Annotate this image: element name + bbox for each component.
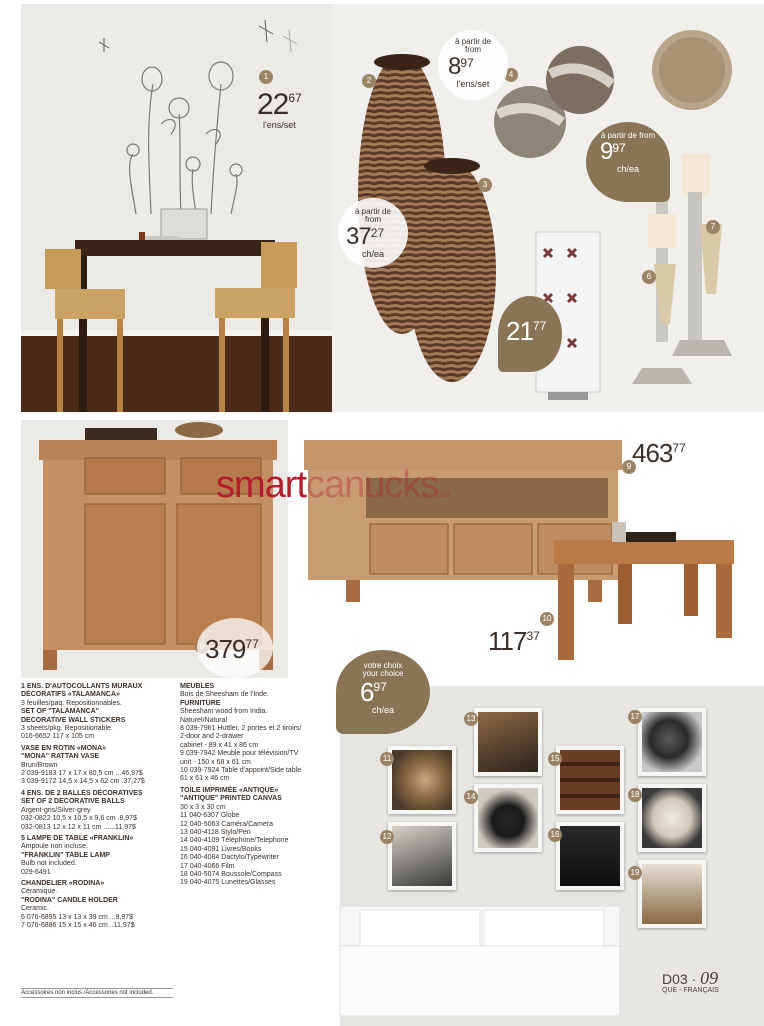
item-number-badge: 13	[464, 712, 478, 726]
price-cents: 27	[370, 225, 385, 240]
item-number-badge: 16	[548, 828, 562, 842]
item-number-badge: 7	[706, 220, 720, 234]
item-number-badge: 9	[622, 460, 636, 474]
decor-accessories-photo	[332, 4, 764, 412]
region-label: QUE - FRANÇAIS	[662, 987, 719, 994]
product-heading: FURNITURE	[180, 699, 221, 707]
product-detail-line: 2 039-9183 17 x 17 x 80,5 cm ...46,97$	[21, 770, 143, 778]
footnote: Accessoires non inclus./Accessories not included.	[21, 988, 173, 998]
price-tag-7	[600, 132, 656, 174]
item-number-badge: 19	[628, 866, 642, 880]
product-detail-line: Céramique.	[21, 888, 58, 896]
product-detail-line: 2-door and 2-drawer	[180, 733, 244, 741]
product-detail-line: 3 039-9172 14,5 x 14,5 x 62 cm .37,27$	[21, 778, 145, 786]
product-detail-line: 8 039-7961 Huttler, 2 portes et 2 tiroirs/	[180, 725, 302, 733]
canvas-image	[392, 826, 452, 886]
price-tag-8	[205, 636, 259, 662]
product-heading: SET OF 2 DECORATIVE BALLS	[21, 798, 125, 806]
item-number-badge: 11	[380, 752, 394, 766]
item-number-badge: 4	[504, 68, 518, 82]
product-detail-line: 13 040-4118 Stylo/Pen	[180, 828, 251, 836]
product-detail-line: 61 x 61 x 46 cm	[180, 775, 230, 783]
canvas-telephone	[474, 784, 542, 852]
product-detail-line: 30 x 3 x 30 cm	[180, 803, 226, 811]
product-detail-line: Brun/Brown	[21, 761, 58, 769]
price-main: 8	[448, 52, 461, 80]
canvas-image	[560, 826, 620, 886]
product-detail-line: 16 040-4084 Dactylo/Typewriter	[180, 854, 279, 862]
product-heading: 4 ENS. DE 2 BALLES DÉCORATIVES	[21, 789, 143, 797]
product-detail-line: 18 040-5074 Boussole/Compass	[180, 870, 282, 878]
price-drop-11	[336, 650, 430, 734]
price-unit: l'ens/set	[262, 120, 296, 130]
product-heading: DÉCORATIFS «TALAMANCA»	[21, 691, 120, 699]
product-heading: "RODINA" CANDLE HOLDER	[21, 896, 118, 904]
product-detail-line: 7 076-6886 15 x 15 x 46 cm ..11,97$	[21, 921, 135, 929]
price-cents: 97	[460, 55, 474, 70]
price-tag-5	[506, 318, 546, 344]
wall-sticker-photo	[21, 4, 332, 412]
item-number-badge: 6	[642, 270, 656, 284]
product-detail-line: 3 sheets/pkg. Repositionable.	[21, 725, 113, 733]
price-lead: à partir de from	[600, 131, 656, 140]
product-heading: MEUBLES	[180, 683, 215, 690]
price-drop-7	[586, 122, 670, 202]
price-cents: 77	[532, 319, 547, 333]
product-heading: "FRANKLIN" TABLE LAMP	[21, 851, 110, 859]
canvas-image	[642, 864, 702, 924]
price-cents: 77	[245, 637, 259, 651]
price-main: 21	[506, 316, 533, 346]
product-detail-line: 029-6491	[21, 868, 51, 876]
product-detail-line: 032-0813 12 x 12 x 11 cm ......11,97$	[21, 823, 136, 831]
item-number-badge: 12	[380, 830, 394, 844]
product-detail-line: Bois de Sheesham de l'Inde.	[180, 691, 269, 699]
product-detail-line: 6 076-6895 13 x 13 x 39 cm ...9,97$	[21, 913, 134, 921]
canvas-image	[478, 788, 538, 848]
product-detail-line: unit - 150 x 68 x 61 cm	[180, 758, 251, 766]
canvas-compass	[638, 784, 706, 852]
product-detail-line: cabinet - 89 x 41 x 86 cm	[180, 741, 259, 749]
price-tag-9	[632, 440, 686, 466]
price-cents: 67	[288, 91, 302, 105]
product-detail-line: Naturel/Natural	[180, 716, 228, 724]
canvas-image	[478, 712, 538, 772]
product-detail-line: 9 039-7942 Meuble pour télévision/TV	[180, 750, 299, 758]
product-heading: SET OF "TALAMANCA"	[21, 708, 100, 716]
price-unit: ch/ea	[361, 248, 385, 259]
product-detail-line: Ampoule non incluse.	[21, 843, 88, 851]
price-tag-10	[488, 628, 540, 654]
cabinet-photo	[21, 420, 288, 678]
canvas-camera	[388, 822, 456, 890]
product-heading: TOILE IMPRIMÉE «ANTIQUE»	[180, 786, 279, 794]
price-main: 6	[360, 676, 374, 707]
product-detail-line: 016-6652 117 x 105 cm	[21, 733, 95, 741]
item-number-badge: 2	[362, 74, 376, 88]
price-unit: ch/ea	[616, 164, 640, 175]
price-lead: your choice	[362, 669, 404, 679]
canvas-image	[642, 788, 702, 848]
item-number-badge: 3	[478, 178, 492, 192]
canvas-typewriter	[556, 822, 624, 890]
product-detail-line: 15 040-4091 Livres/Books	[180, 845, 262, 853]
product-details-column-1	[21, 683, 177, 930]
product-heading: DECORATIVE WALL STICKERS	[21, 716, 126, 724]
product-heading: "MONA" RATTAN VASE	[21, 753, 100, 761]
product-details-column-2	[180, 683, 340, 888]
product-detail-line: Sheesham wood from India.	[180, 708, 268, 716]
product-detail-line: Bulb not included.	[21, 860, 77, 868]
item-number-badge: 15	[548, 752, 562, 766]
canvas-books	[556, 746, 624, 814]
catalog-code: D03 ·	[662, 971, 697, 987]
price-tag-1	[257, 90, 302, 130]
price-main: 37	[346, 222, 371, 250]
price-cents: 37	[526, 629, 540, 643]
product-heading: 5 LAMPE DE TABLE «FRANKLIN»	[21, 834, 134, 842]
product-detail-line: 032-0822 10,5 x 10,5 x 9,6 cm .8,97$	[21, 815, 137, 823]
price-tag-11	[350, 662, 416, 715]
item-number-badge: 10	[540, 612, 554, 626]
product-detail-line: 19 040-4075 Lunettes/Glasses	[180, 879, 276, 887]
price-circle-8	[197, 618, 273, 678]
price-main: 463	[632, 438, 673, 468]
price-main: 379	[205, 634, 246, 664]
price-tag-4	[448, 38, 498, 89]
product-detail-line: 17 040-4066 Film	[180, 862, 235, 870]
price-lead: à partir de from	[454, 37, 492, 55]
price-unit: ch/ea	[371, 704, 395, 715]
canvas-image	[560, 750, 620, 810]
price-drop-5	[498, 296, 562, 372]
price-lead: à partir de from	[354, 207, 392, 225]
canvas-film	[638, 708, 706, 776]
canvas-image	[642, 712, 702, 772]
item-number-badge: 18	[628, 788, 642, 802]
price-main: 117	[488, 626, 527, 656]
price-circle-3	[338, 198, 408, 268]
product-detail-line: Ceramic.	[21, 905, 50, 913]
tv-unit-photo	[296, 420, 764, 678]
product-heading: VASE EN ROTIN «MONA»	[21, 744, 107, 752]
product-detail-line: Argent-gris/Silver-grey	[21, 806, 91, 814]
product-detail-line: 11 040-6307 Globe	[180, 812, 240, 820]
price-main: 22	[257, 88, 289, 121]
canvas-globe	[388, 746, 456, 814]
item-number-badge: 1	[259, 70, 273, 84]
product-detail-line: 12 040-5063 Caméra/Camera	[180, 820, 273, 828]
watermark-logo	[216, 464, 449, 507]
watermark-part: canucks	[306, 464, 439, 506]
canvas-glasses	[638, 860, 706, 928]
price-cents: 97	[373, 679, 387, 694]
page-number: 09	[700, 968, 719, 988]
watermark-part: .ca	[438, 489, 449, 500]
item-number-badge: 14	[464, 790, 478, 804]
price-circle-4	[438, 30, 508, 100]
product-detail-line: 3 feuilles/paq. Repositionnables.	[21, 699, 122, 707]
product-detail-line: 10 039-7924 Table d'appoint/Side table	[180, 767, 302, 775]
printed-canvas-photo	[340, 661, 764, 1026]
item-number-badge: 17	[628, 710, 642, 724]
canvas-pen	[474, 708, 542, 776]
price-cents: 97	[612, 141, 626, 156]
product-heading: CHANDELIER «RODINA»	[21, 879, 105, 887]
price-cents: 77	[672, 441, 686, 455]
price-lead: votre choix	[363, 661, 403, 670]
watermark-part: smart	[216, 464, 306, 506]
product-heading: "ANTIQUE" PRINTED CANVAS	[180, 795, 282, 803]
canvas-image	[392, 750, 452, 810]
price-tag-3	[346, 208, 400, 259]
price-main: 9	[600, 138, 613, 166]
price-unit: l'ens/set	[456, 78, 490, 89]
product-detail-line: 14 040-4109 Téléphone/Telephone	[180, 837, 289, 845]
product-heading: 1 ENS. D'AUTOCOLLANTS MURAUX	[21, 683, 143, 690]
page-footer	[662, 968, 719, 994]
dining-scene-illustration	[21, 4, 332, 412]
